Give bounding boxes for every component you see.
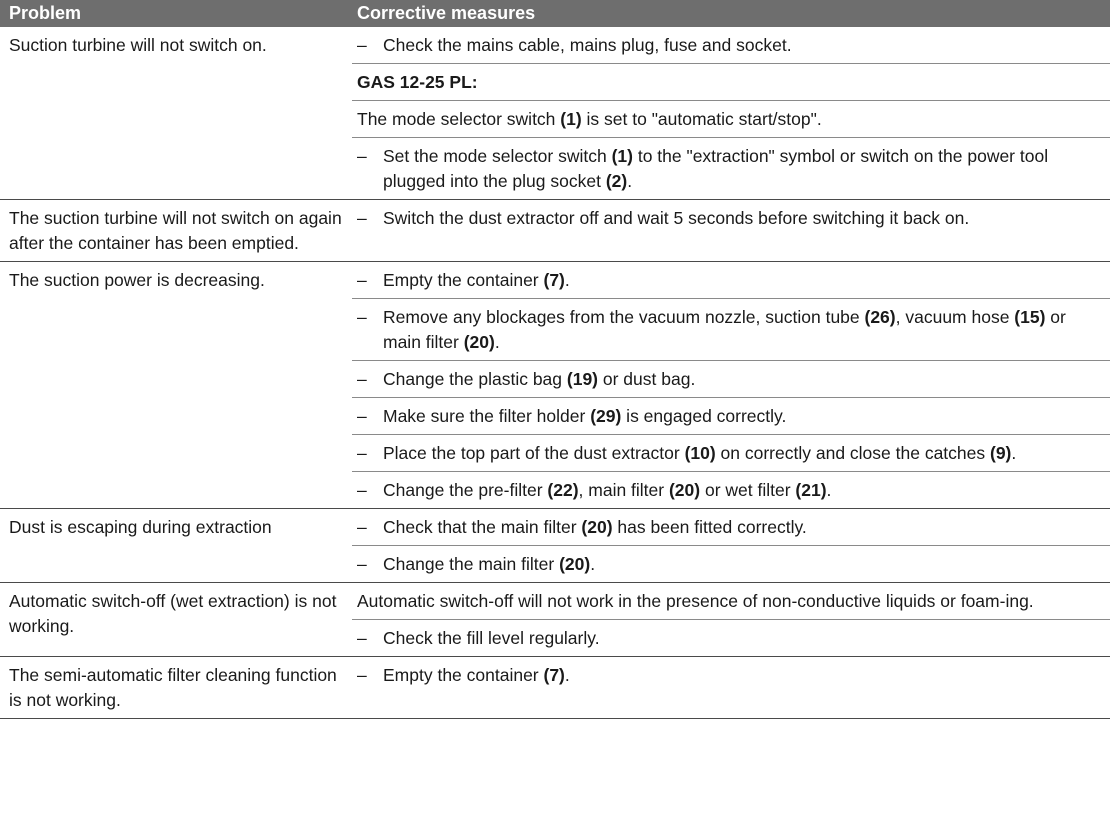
measure-text: GAS 12-25 PL: xyxy=(357,72,478,92)
measure-step xyxy=(357,552,1102,577)
measure-cell xyxy=(352,27,1110,64)
measure-text: Automatic switch-off will not work in the presence of non-conductive liquids or foam-ing. xyxy=(357,591,1034,611)
measure-text: or wet filter xyxy=(700,480,796,500)
table-row xyxy=(0,27,1110,64)
measure-step xyxy=(357,268,1102,293)
measure-cell xyxy=(352,200,1110,262)
dash-bullet: – xyxy=(357,146,367,166)
measure-text: to the "extraction" symbol or switch on the power tool plugged into the plug socket xyxy=(383,146,1049,191)
dash-bullet: – xyxy=(357,35,367,55)
measure-text: on correctly and close the catches xyxy=(715,443,990,463)
table-body xyxy=(0,27,1110,719)
problem-cell: The semi-automatic filter cleaning function is not working. xyxy=(0,657,352,719)
measure-cell xyxy=(352,657,1110,719)
measure-step xyxy=(357,367,1102,392)
measure-text: Empty the container xyxy=(383,270,544,290)
measure-text: , vacuum hose xyxy=(895,307,1015,327)
table-row xyxy=(0,583,1110,620)
measure-text: The mode selector switch xyxy=(357,109,561,129)
measure-step xyxy=(357,478,1102,503)
measure-step xyxy=(357,663,1102,688)
measure-text: . xyxy=(564,665,570,685)
dash-bullet: – xyxy=(357,369,367,389)
problem-cell: The suction power is decreasing. xyxy=(0,262,352,509)
problem-cell: Automatic switch-off (wet extraction) is not working. xyxy=(0,583,352,657)
measure-text: Change the pre-filter xyxy=(383,480,548,500)
table-header xyxy=(0,0,1110,27)
measure-text: , main filter xyxy=(578,480,669,500)
component-ref: (20) xyxy=(559,554,591,574)
measure-text: is engaged correctly. xyxy=(621,406,787,426)
measure-cell xyxy=(352,101,1110,138)
measure-cell xyxy=(352,472,1110,509)
measure-text: Change the plastic bag xyxy=(383,369,567,389)
measure-step xyxy=(357,404,1102,429)
measure-text: or dust bag. xyxy=(598,369,696,389)
measure-note xyxy=(357,107,1102,132)
problem-cell: Suction turbine will not switch on. xyxy=(0,27,352,200)
component-ref: (7) xyxy=(543,270,565,290)
measure-text: is set to "automatic start/stop". xyxy=(581,109,822,129)
measure-step xyxy=(357,206,1102,231)
dash-bullet: – xyxy=(357,628,367,648)
component-ref: (10) xyxy=(684,443,716,463)
measure-heading xyxy=(357,70,1102,95)
header-row xyxy=(0,0,1110,27)
measure-step xyxy=(357,305,1102,355)
component-ref: (2) xyxy=(605,171,628,191)
measure-note xyxy=(357,589,1102,614)
dash-bullet: – xyxy=(357,270,367,290)
component-ref: (26) xyxy=(864,307,896,327)
measure-cell xyxy=(352,361,1110,398)
dash-bullet: – xyxy=(357,480,367,500)
dash-bullet: – xyxy=(357,554,367,574)
measure-step xyxy=(357,626,1102,651)
measure-text: Switch the dust extractor off and wait 5 seconds before switching it back on. xyxy=(383,208,970,228)
component-ref: (15) xyxy=(1014,307,1046,327)
measure-cell xyxy=(352,546,1110,583)
component-ref: (1) xyxy=(611,146,633,166)
measure-text: . xyxy=(564,270,570,290)
measure-step xyxy=(357,33,1102,58)
measure-step xyxy=(357,144,1102,194)
dash-bullet: – xyxy=(357,443,367,463)
measure-cell xyxy=(352,398,1110,435)
dash-bullet: – xyxy=(357,307,367,327)
measure-text: . xyxy=(494,332,500,352)
table-row xyxy=(0,509,1110,546)
measure-cell xyxy=(352,509,1110,546)
measure-text: Empty the container xyxy=(383,665,544,685)
measure-text: . xyxy=(1011,443,1017,463)
measure-text: . xyxy=(627,171,633,191)
problem-column-header: Problem xyxy=(0,0,352,27)
measure-cell xyxy=(352,64,1110,101)
measure-text: Set the mode selector switch xyxy=(383,146,612,166)
measure-text: Check that the main filter xyxy=(383,517,582,537)
dash-bullet: – xyxy=(357,517,367,537)
table-row xyxy=(0,657,1110,719)
component-ref: (7) xyxy=(543,665,565,685)
problem-cell: The suction turbine will not switch on again after the container has been emptied. xyxy=(0,200,352,262)
measure-cell xyxy=(352,620,1110,657)
measure-text: Make sure the filter holder xyxy=(383,406,591,426)
measure-text: Place the top part of the dust extractor xyxy=(383,443,685,463)
measure-text: Check the mains cable, mains plug, fuse and socket. xyxy=(383,35,792,55)
problem-cell: Dust is escaping during extraction xyxy=(0,509,352,583)
measure-text: . xyxy=(826,480,832,500)
measure-cell xyxy=(352,583,1110,620)
dash-bullet: – xyxy=(357,208,367,228)
component-ref: (29) xyxy=(590,406,622,426)
measure-text: Change the main filter xyxy=(383,554,560,574)
component-ref: (20) xyxy=(581,517,613,537)
dash-bullet: – xyxy=(357,665,367,685)
component-ref: (21) xyxy=(795,480,827,500)
component-ref: (1) xyxy=(560,109,582,129)
component-ref: (20) xyxy=(463,332,495,352)
table-row xyxy=(0,262,1110,299)
component-ref: (19) xyxy=(566,369,599,389)
measure-text: Remove any blockages from the vacuum nozzle, suction tube xyxy=(383,307,865,327)
component-ref: (20) xyxy=(668,480,701,500)
measure-text: Check the fill level regularly. xyxy=(383,628,600,648)
measure-step xyxy=(357,441,1102,466)
measures-column-header: Corrective measures xyxy=(352,0,1110,27)
measure-cell xyxy=(352,299,1110,361)
component-ref: (22) xyxy=(547,480,579,500)
measure-step xyxy=(357,515,1102,540)
dash-bullet: – xyxy=(357,406,367,426)
measure-cell xyxy=(352,435,1110,472)
measure-cell xyxy=(352,262,1110,299)
table-row xyxy=(0,200,1110,262)
component-ref: (9) xyxy=(990,443,1012,463)
measure-cell xyxy=(352,138,1110,200)
measure-text: or main filter xyxy=(383,307,1066,352)
measure-text: . xyxy=(590,554,596,574)
measure-text: has been fitted correctly. xyxy=(612,517,807,537)
